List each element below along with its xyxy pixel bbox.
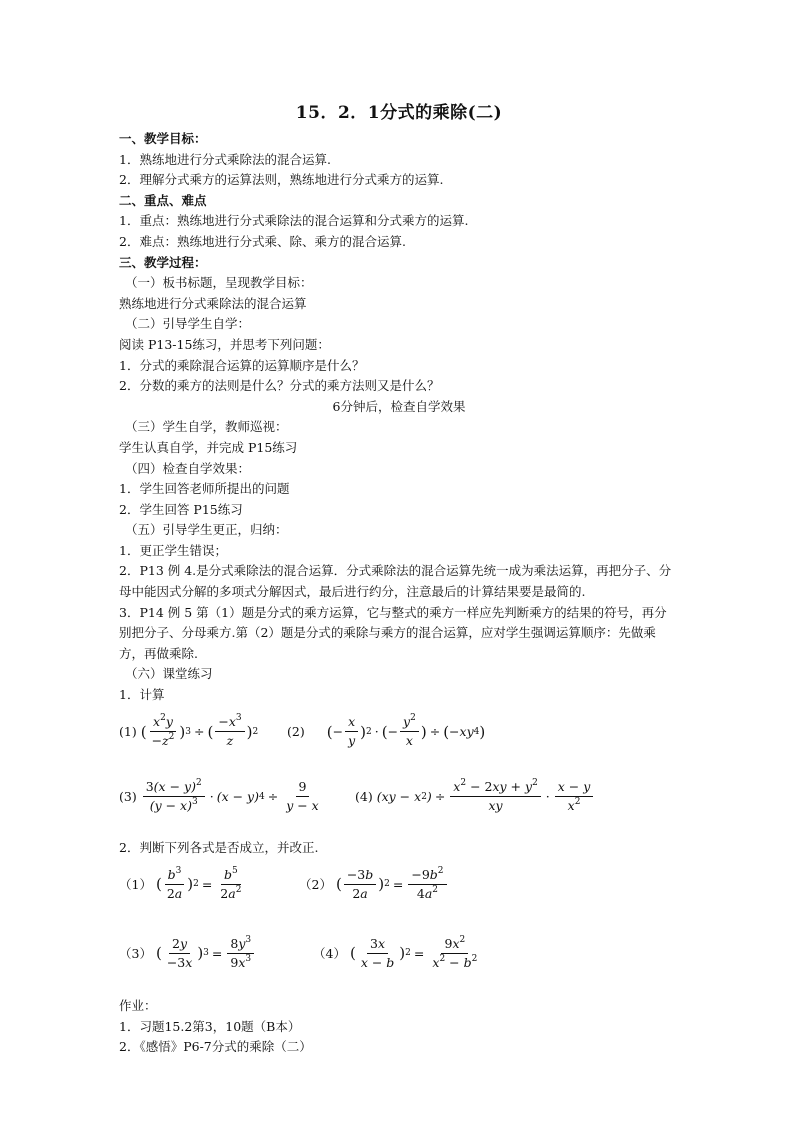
- exercise-label: （1）: [119, 877, 152, 893]
- step-paragraph: 3．P14 例 5 第（1）题是分式的乘方运算，它与整式的乘方一样应先判断乘方的结果的符号，再分别把分子、分母乘方.第（2）题是分式的乘除与乘方的混合运算，应对学生强调运算顺序：先做乘方，再做乘除.: [119, 604, 667, 661]
- math-expression: ( $\frac{-3b}{2a}$ ) 2 = $\frac{-9b^2}{4a^2}$: [336, 867, 449, 902]
- step-paragraph: 2．P13 例 4.是分式乘除法的混合运算．分式乘除法的混合运算先统一成为乘法运算，再把分子、分母中能因式分解的多项式分解因式，最后进行约分，注意最后的计算结果要是最简的.: [119, 563, 672, 600]
- exercise-1-1: [119, 706, 258, 758]
- exercise-row: [119, 924, 679, 982]
- exercise-heading: 1．计算: [119, 687, 165, 703]
- exercise-row: [119, 858, 679, 910]
- exercise-2-1: [119, 858, 246, 910]
- exercise-label: （2）: [299, 877, 332, 893]
- step-heading: （五）引导学生更正，归纳：: [125, 522, 288, 538]
- exercise-heading: 2．判断下列各式是否成立，并改正.: [119, 839, 319, 855]
- math-expression: ( $\frac{x^2y}{-z^2}$ ) 3 ÷ ( $\frac{-x^3}{z}$ ) 2: [140, 713, 259, 749]
- math-expression: ( − $\frac{x}{y}$ ) 2 · ( − $\frac{y^2}{x}$ ) ÷ ( − xy 4 ): [326, 713, 486, 749]
- step-heading: （三）学生自学，教师巡视：: [125, 419, 288, 435]
- exercise-label: （3）: [119, 946, 152, 962]
- exercise-2-2: [299, 858, 449, 910]
- math-expression: ( $\frac{b^3}{2a}$ ) 2 = $\frac{b^5}{2a^2}$: [155, 865, 242, 901]
- homework-heading: 作业：: [119, 998, 157, 1014]
- step-text: 1．学生回答老师所提出的问题: [119, 481, 290, 497]
- section-heading-objectives: 一、教学目标：: [119, 131, 207, 146]
- exercise-row: [119, 706, 679, 758]
- homework-item: 2．《感悟》P6-7分式的乘除（二）: [119, 1039, 312, 1055]
- exercise-2-4: [313, 924, 482, 982]
- math-expression: (xy − x 2 ) ÷ $\frac{x^2 - 2xy + y^2}{xy}$ · $\frac{x - y}{x^2}$: [377, 779, 596, 814]
- section-heading-keypoints: 二、重点、难点: [119, 192, 207, 208]
- step-heading: （二）引导学生自学：: [125, 316, 251, 332]
- exercise-label: (3): [119, 789, 137, 805]
- step-heading: （一）板书标题，呈现教学目标：: [125, 275, 313, 291]
- exercise-label: (4): [355, 789, 373, 805]
- step-heading: （四）检查自学效果：: [125, 460, 251, 476]
- page-title: 15．2．1分式的乘除(二): [295, 103, 503, 123]
- question-item: 1．分式的乘除混合运算的运算顺序是什么？: [119, 357, 365, 373]
- exercise-1-2: [287, 706, 485, 758]
- exercise-row: [119, 768, 679, 826]
- keypoint-item: 2．难点：熟练地进行分式乘、除、乘方的混合运算.: [119, 233, 406, 249]
- document-page: [119, 96, 679, 1058]
- exercise-label: (2): [287, 724, 305, 740]
- question-item: 2．分数的乘方的法则是什么？分式的乘方法则又是什么？: [119, 378, 440, 394]
- objective-item: 1．熟练地进行分式乘除法的混合运算.: [119, 151, 331, 167]
- math-expression: $\frac{3(x - y)^2}{(y - x)^3}$ · (x − y) 4 ÷ $\frac{9}{y - x}$: [141, 779, 324, 814]
- step-text: 1．更正学生错误；: [119, 542, 227, 558]
- exercise-1-4: [355, 768, 595, 826]
- exercise-2-3: [119, 924, 256, 982]
- keypoint-item: 1．重点：熟练地进行分式乘除法的混合运算和分式乘方的运算.: [119, 213, 469, 229]
- step-text: 学生认真自学，并完成 P15练习: [119, 439, 298, 455]
- exercise-label: （4）: [313, 946, 346, 962]
- step-text: 2．学生回答 P15练习: [119, 501, 243, 517]
- exercise-1-3: [119, 768, 324, 826]
- math-expression: ( $\frac{3x}{x - b}$ ) 2 = $\frac{9x^2}{x^2 - b^2}$: [349, 934, 478, 970]
- homework-item: 1．习题15.2第3，10题（B本）: [119, 1018, 301, 1034]
- exercise-label: (1): [119, 724, 137, 740]
- step-heading: （六）课堂练习: [125, 666, 213, 682]
- section-heading-process: 三、教学过程：: [119, 254, 207, 270]
- objective-item: 2．理解分式乘方的运算法则，熟练地进行分式乘方的运算.: [119, 172, 444, 188]
- timing-note: 6分钟后，检查自学效果: [332, 398, 466, 414]
- step-text: 熟练地进行分式乘除法的混合运算: [119, 295, 307, 311]
- math-expression: ( $\frac{2y}{-3x}$ ) 3 = $\frac{8y^3}{9x^3}$: [156, 936, 256, 971]
- step-text: 阅读 P13-15练习，并思考下列问题：: [119, 336, 330, 352]
